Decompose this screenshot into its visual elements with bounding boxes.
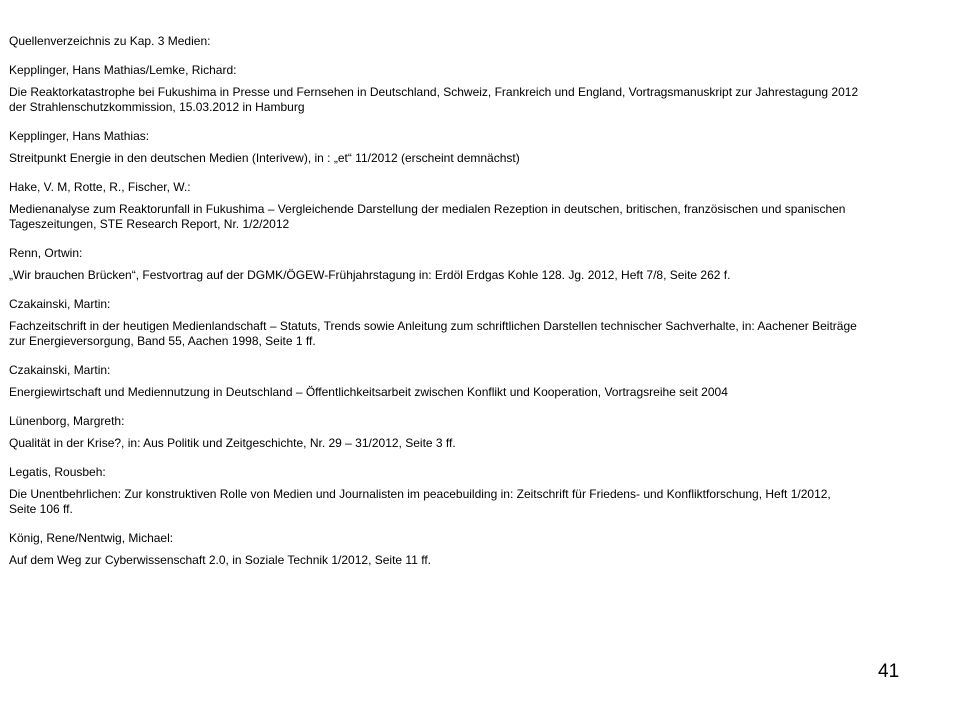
entry-author: Kepplinger, Hans Mathias/Lemke, Richard: [9,63,237,77]
bibliography-entry [9,129,859,166]
entry-text: „Wir brauchen Brücken“, Festvortrag auf der DGMK/ÖGEW-Frühjahrstagung in: Erdöl Erdgas Kohle 128. Jg. 2012, Heft 7/8, Seite 262 f. [9,268,731,282]
bibliography [9,34,859,582]
bibliography-entry [9,363,859,400]
bibliography-heading: Quellenverzeichnis zu Kap. 3 Medien: [9,34,211,48]
bibliography-entry [9,414,859,451]
bibliography-entry [9,465,859,517]
entry-text: Qualität in der Krise?, in: Aus Politik und Zeitgeschichte, Nr. 29 – 31/2012, Seite 3 ff. [9,436,456,450]
entry-author: Renn, Ortwin: [9,246,83,260]
bibliography-entry [9,297,859,349]
entry-text: Medienanalyse zum Reaktorunfall in Fukushima – Vergleichende Darstellung der medialen Rezeption in deutschen, britischen, französischen und spanischen Tageszeitungen, STE Research Report, Nr. 1/2/2012 [9,202,846,231]
entry-author: Hake, V. M, Rotte, R., Fischer, W.: [9,180,191,194]
page-number: 41 [878,661,900,682]
entry-author: König, Rene/Nentwig, Michael: [9,531,174,545]
entry-text: Die Unentbehrlichen: Zur konstruktiven Rolle von Medien und Journalisten im peacebuilding in: Zeitschrift für Friedens- und Konfliktforschung, Heft 1/2012, Seite 106 ff. [9,487,831,516]
entry-author: Czakainski, Martin: [9,297,111,311]
bibliography-entry [9,180,859,232]
entry-author: Legatis, Rousbeh: [9,465,106,479]
entry-author: Kepplinger, Hans Mathias: [9,129,150,143]
entry-text: Streitpunkt Energie in den deutschen Medien (Interivew), in : „et“ 11/2012 (erscheint demnächst) [9,151,520,165]
entry-text: Die Reaktorkatastrophe bei Fukushima in Presse und Fernsehen in Deutschland, Schweiz, Frankreich und England, Vortragsmanuskript zur Jahrestagung 2012 der Strahlenschutzkommission, 15.03.2012 in Hamburg [9,85,859,114]
bibliography-entry [9,63,859,115]
entry-text: Energiewirtschaft und Mediennutzung in Deutschland – Öffentlichkeitsarbeit zwischen Konflikt und Kooperation, Vortragsreihe seit 2004 [9,385,728,399]
bibliography-entry [9,246,859,283]
entry-author: Czakainski, Martin: [9,363,111,377]
entry-text: Fachzeitschrift in der heutigen Medienlandschaft – Statuts, Trends sowie Anleitung zum schriftlichen Darstellen technischer Sachverhalte, in: Aachener Beiträge zur Energieversorgung, Band 55, Aachen 1998, Seite 1 ff. [9,319,857,348]
entry-author: Lünenborg, Margreth: [9,414,125,428]
entry-text: Auf dem Weg zur Cyberwissenschaft 2.0, in Soziale Technik 1/2012, Seite 11 ff. [9,553,432,567]
bibliography-entry [9,531,859,568]
